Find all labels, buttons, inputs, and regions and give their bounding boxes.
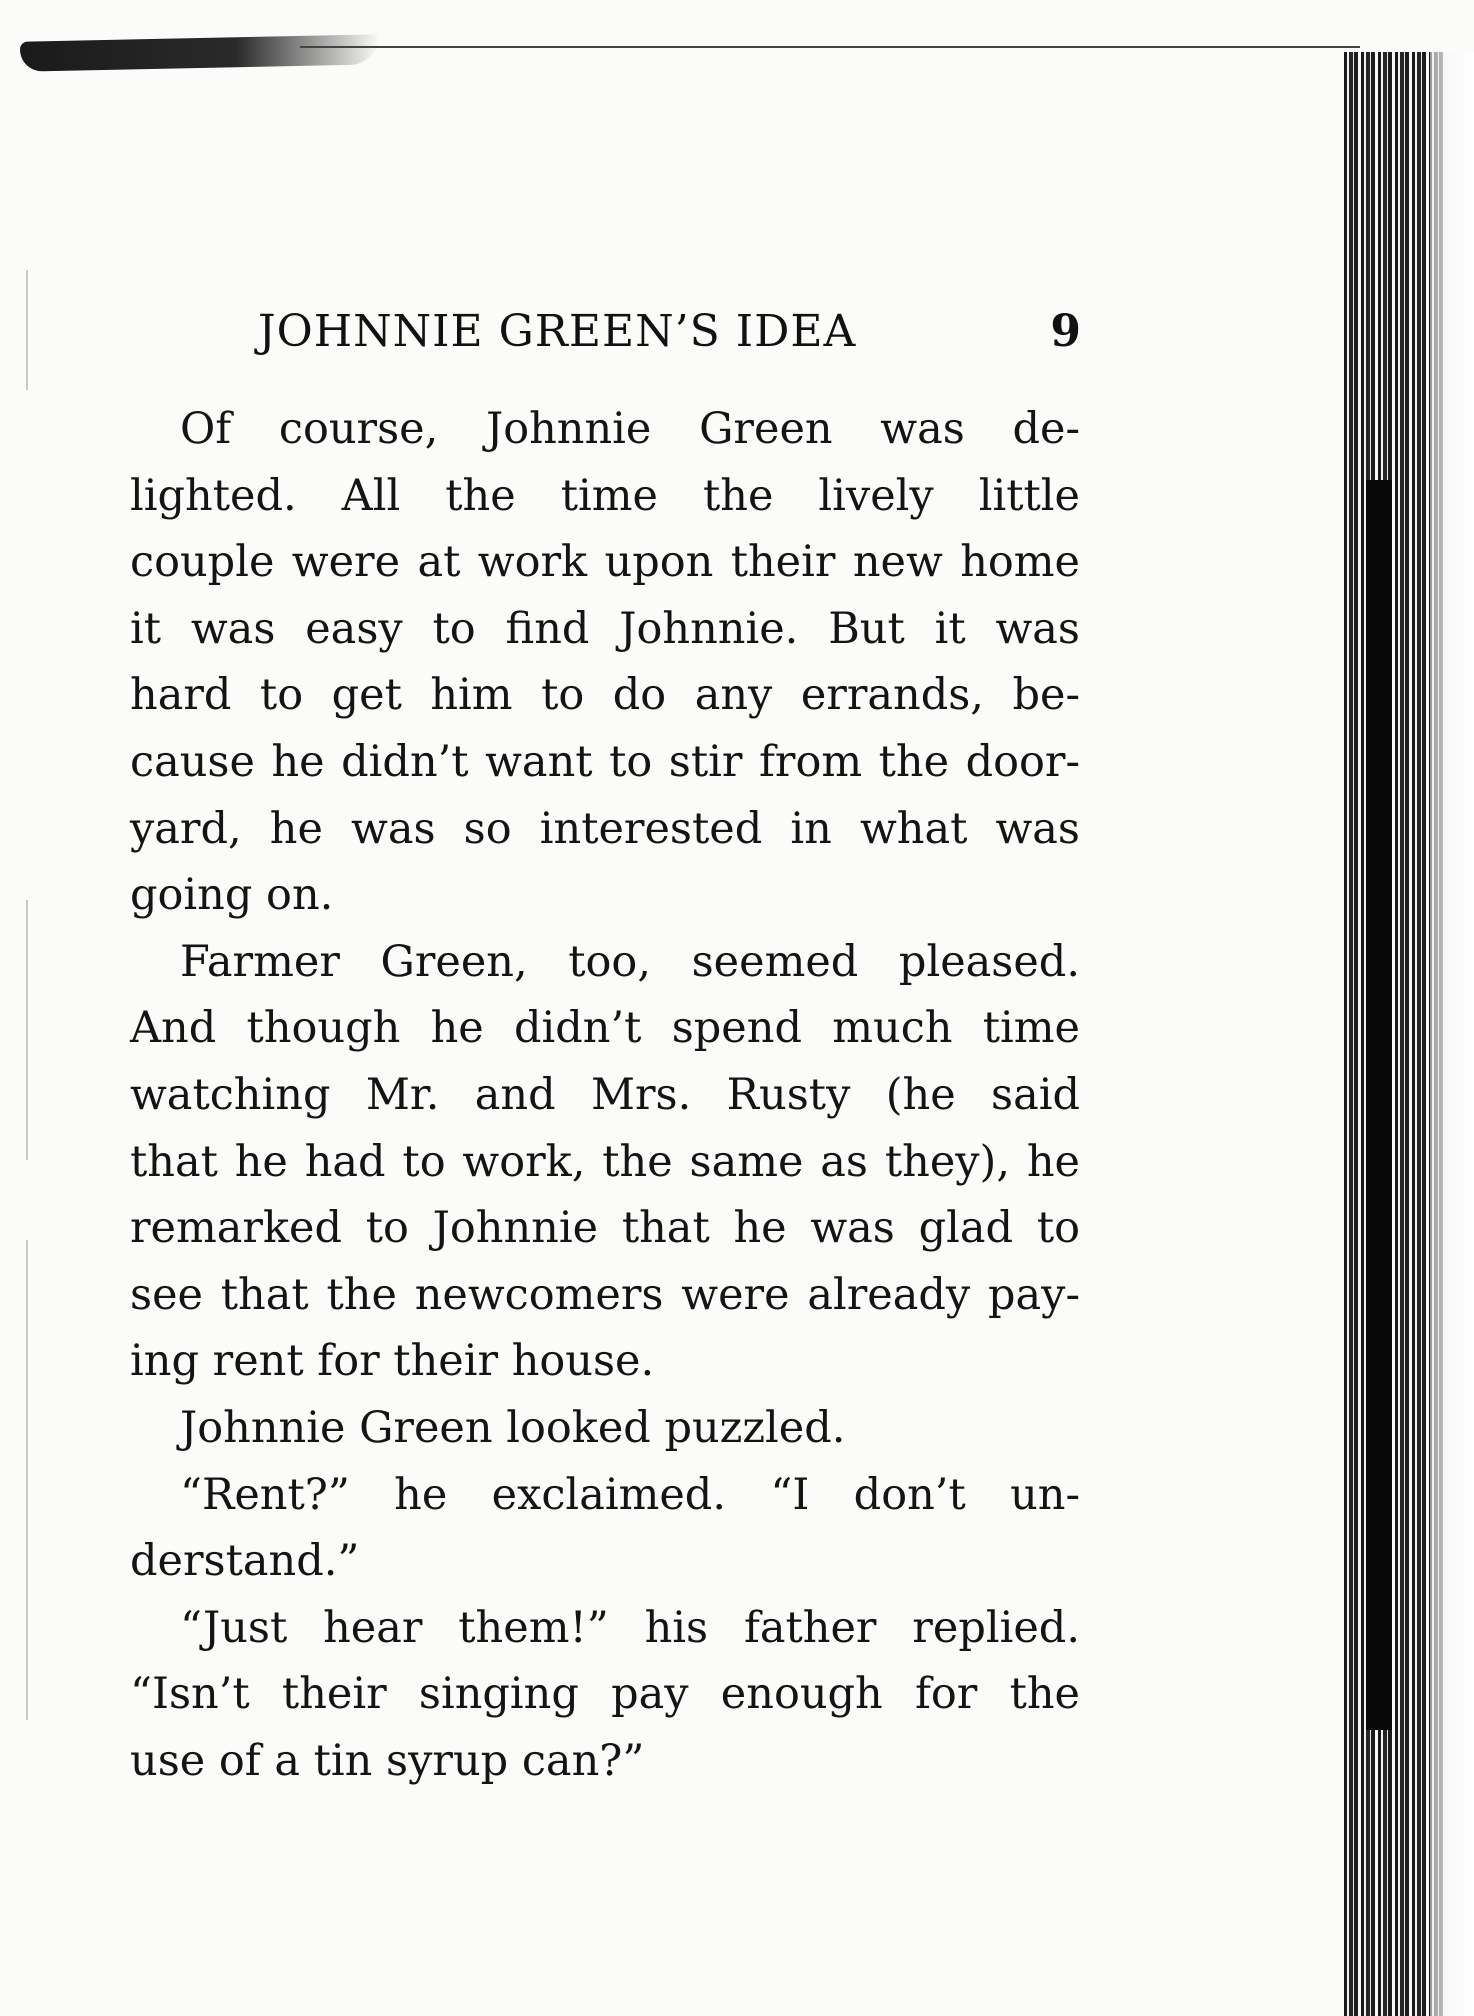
text-line: yard, he was so interested in what was: [130, 803, 1080, 854]
book-binding-shadow: [1366, 480, 1392, 1730]
text-line: derstand.”: [130, 1536, 360, 1587]
text-line: use of a tin syrup can?”: [130, 1735, 645, 1786]
book-binding-gutter: [1344, 52, 1444, 2016]
text-line: that he had to work, the same as they), he: [130, 1136, 1080, 1187]
page-number: 9: [1050, 306, 1082, 357]
scan-left-mark: [26, 900, 28, 1160]
text-line: ing rent for their house.: [130, 1336, 655, 1387]
text-line: And though he didn’t spend much time: [130, 1003, 1080, 1054]
text-line: lighted. All the time the lively little: [130, 470, 1080, 521]
text-line: “Just hear them!” his father replied.: [180, 1602, 1080, 1653]
text-line: cause he didn’t want to stir from the door-: [130, 736, 1080, 787]
text-line: hard to get him to do any errands, be-: [130, 670, 1080, 721]
page-edge-fade: [1430, 52, 1474, 2016]
text-line: “Rent?” he exclaimed. “I don’t un-: [180, 1469, 1080, 1520]
scan-left-mark: [26, 270, 28, 390]
running-header: [258, 306, 1084, 376]
text-line: it was easy to find Johnnie. But it was: [130, 603, 1080, 654]
text-line: remarked to Johnnie that he was glad to: [130, 1203, 1080, 1254]
text-line: “Isn’t their singing pay enough for the: [130, 1669, 1080, 1720]
scan-edge-smudge: [20, 34, 380, 72]
running-title: JOHNNIE GREEN’S IDEA: [258, 306, 857, 357]
text-line: watching Mr. and Mrs. Rusty (he said: [130, 1069, 1080, 1120]
body-text: [130, 396, 1080, 1794]
text-line: couple were at work upon their new home: [130, 537, 1080, 588]
text-line: see that the newcomers were already pay-: [130, 1269, 1080, 1320]
scan-top-edge: [300, 46, 1360, 48]
text-line: Johnnie Green looked puzzled.: [180, 1402, 846, 1453]
text-line: going on.: [130, 870, 334, 921]
text-line: Farmer Green, too, seemed pleased.: [180, 936, 1080, 987]
scan-left-mark: [26, 1240, 28, 1720]
text-line: Of course, Johnnie Green was de-: [180, 404, 1080, 454]
